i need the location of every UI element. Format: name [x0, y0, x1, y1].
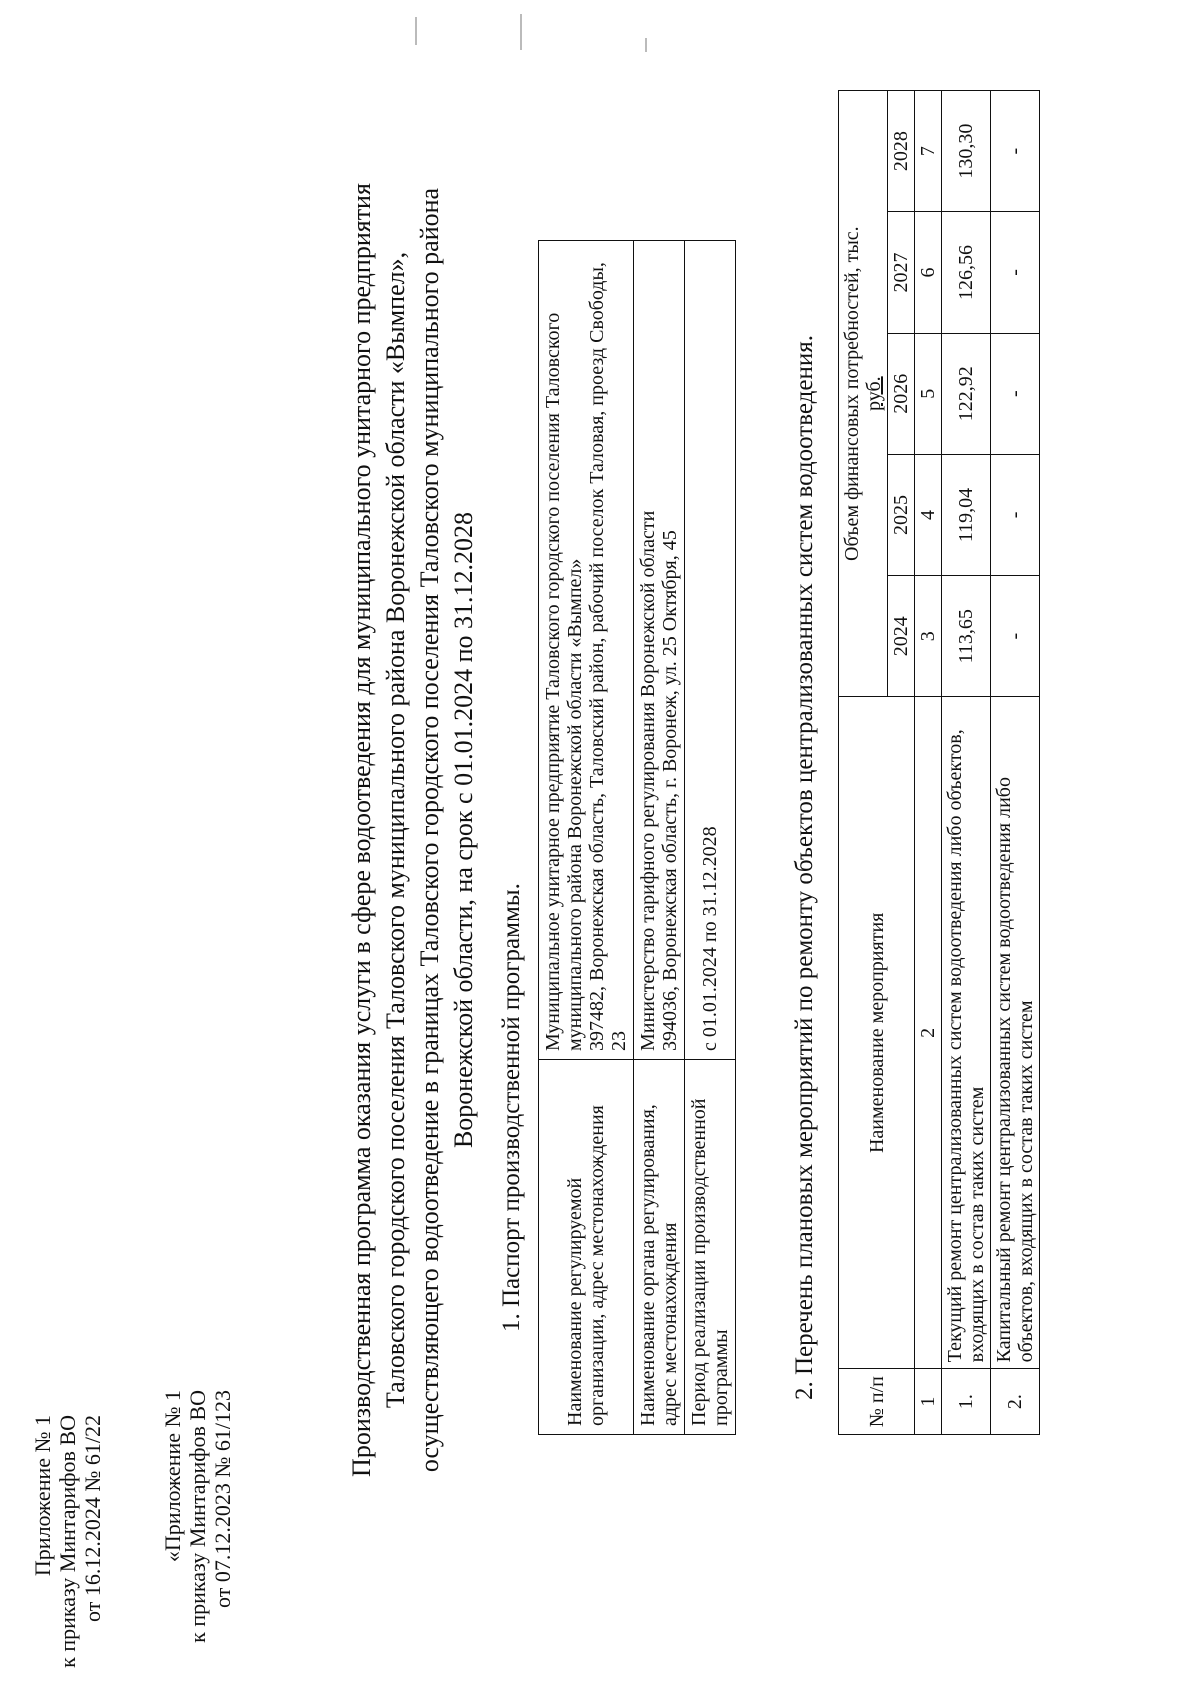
row-value: -: [991, 333, 1040, 454]
year-header: 2025: [888, 454, 915, 575]
index-cell: 4: [915, 454, 942, 575]
row-value: -: [991, 212, 1040, 333]
col-header-volume: Объем финансовых потребностей, тыс. руб.: [839, 91, 888, 697]
index-cell: 1: [915, 1369, 942, 1435]
passport-value: Муниципальное унитарное предприятие Таловского городского поселения Таловского муниципального района Воронежской области «Вымпел» 397482, Воронежская область, Таловский район, рабочий поселок Таловая, проезд Свободы, 23: [539, 241, 634, 1060]
passport-label: Период реализации производственной программы: [685, 1060, 736, 1435]
row-num: 1.: [942, 1369, 991, 1435]
approval-line: «Приложение № 1: [160, 1390, 185, 1563]
scan-artifact: [520, 14, 522, 50]
row-value: 113,65: [942, 576, 991, 697]
index-cell: 5: [915, 333, 942, 454]
section1-heading: 1. Паспорт производственной программы.: [498, 883, 525, 1332]
approval-block-old: [160, 1390, 235, 1643]
table-row: [942, 91, 991, 1435]
col-header-name: Наименование мероприятия: [839, 697, 915, 1369]
row-value: 122,92: [942, 333, 991, 454]
index-cell: 7: [915, 91, 942, 212]
table-row: [991, 91, 1040, 1435]
approval-line: к приказу Минтарифов ВО: [185, 1390, 210, 1643]
row-name: Текущий ремонт централизованных систем водоотведения либо объектов, входящих в состав таких систем: [942, 697, 991, 1369]
passport-table: [538, 240, 736, 1435]
plan-table: [838, 90, 1040, 1435]
row-num: 2.: [991, 1369, 1040, 1435]
passport-value: с 01.01.2024 по 31.12.2028: [685, 241, 736, 1060]
passport-label: Наименование органа регулирования, адрес местонахождения: [634, 1060, 685, 1435]
year-header: 2028: [888, 91, 915, 212]
approval-line: от 16.12.2024 № 61/22: [80, 1415, 105, 1622]
year-header: 2024: [888, 576, 915, 697]
row-value: 119,04: [942, 454, 991, 575]
table-row: [839, 91, 888, 1435]
row-value: 126,56: [942, 212, 991, 333]
section2-heading: 2. Перечень плановых мероприятий по ремонту объектов централизованных систем водоотведения.: [791, 335, 818, 1400]
col-header-num: № п/п: [839, 1369, 915, 1435]
index-cell: 3: [915, 576, 942, 697]
table-row: [539, 241, 634, 1435]
index-cell: 2: [915, 697, 942, 1369]
approval-line: от 07.12.2023 № 61/123: [210, 1390, 235, 1608]
scan-artifact: [415, 17, 417, 45]
approval-line: Приложение № 1: [30, 1415, 55, 1577]
table-row: [634, 241, 685, 1435]
scan-artifact: [645, 38, 647, 52]
document-title: Производственная программа оказания услуги в сфере водоотведения для муниципального унитарного предприятия Таловского городского поселения Таловского муниципального района Воронежской области «Вымпел», осуществляющего водоотведение в границах Таловского городского поселения Таловского муниципального района Воронежской области, на срок с 01.01.2024 по 31.12.2028: [347, 183, 478, 1477]
year-header: 2027: [888, 212, 915, 333]
approval-line: к приказу Минтарифов ВО: [55, 1415, 80, 1668]
table-row: [915, 91, 942, 1435]
passport-label: Наименование регулируемой организации, адрес местонахождения: [539, 1060, 634, 1435]
approval-block-new: [30, 1415, 105, 1668]
row-value: -: [991, 454, 1040, 575]
row-value: 130,30: [942, 91, 991, 212]
row-value: -: [991, 91, 1040, 212]
row-name: Капитальный ремонт централизованных систем водоотведения либо объектов, входящих в состав таких систем: [991, 697, 1040, 1369]
row-value: -: [991, 576, 1040, 697]
index-cell: 6: [915, 212, 942, 333]
passport-value: Министерство тарифного регулирования Воронежской области 394036, Воронежская область, г. Воронеж, ул. 25 Октября, 45: [634, 241, 685, 1060]
table-row: [685, 241, 736, 1435]
year-header: 2026: [888, 333, 915, 454]
